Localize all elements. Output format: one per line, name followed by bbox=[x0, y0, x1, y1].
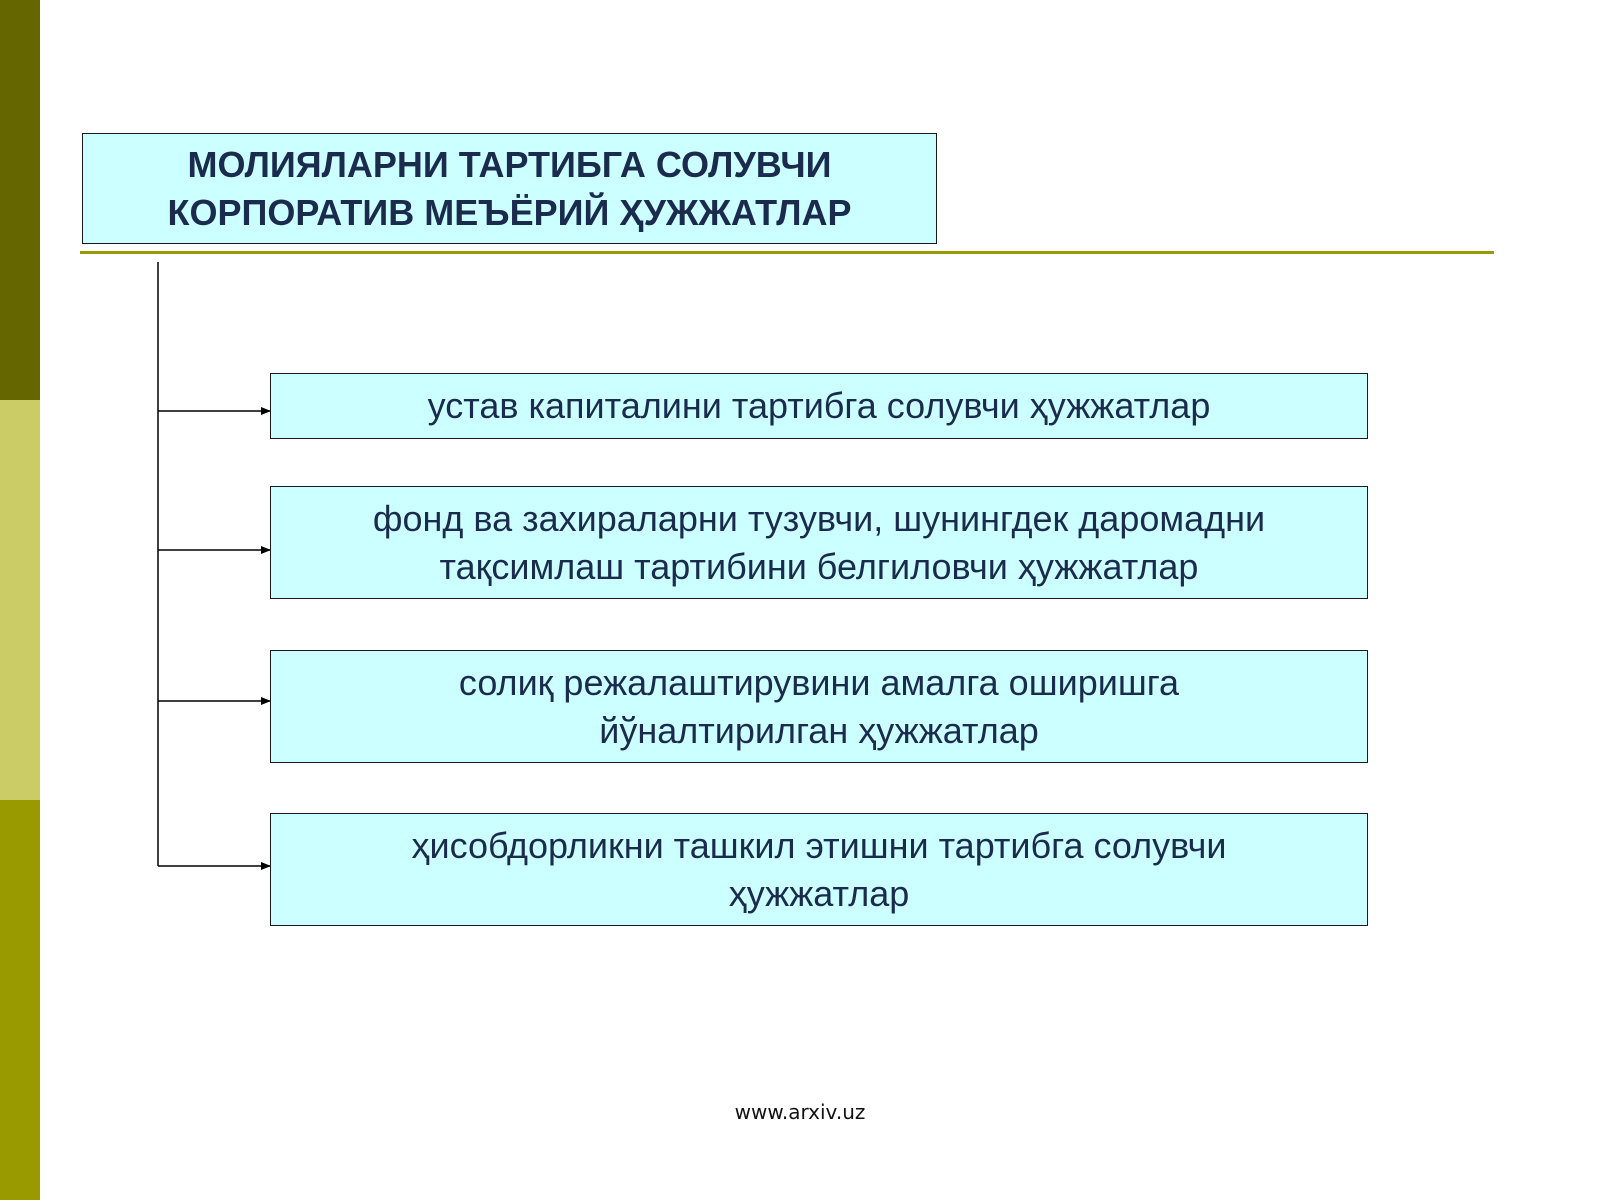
document-box-charter-capital bbox=[270, 373, 1368, 439]
diagram-title: МОЛИЯЛАРНИ ТАРТИБГА СОЛУВЧИ КОРПОРАТИВ МЕЪЁРИЙ ҲУЖЖАТЛАР bbox=[167, 143, 852, 233]
document-box-funds-reserves bbox=[270, 486, 1368, 599]
document-label: устав капиталини тартибга солувчи ҳужжатлар bbox=[427, 385, 1211, 426]
document-label: ҳисобдорликни ташкил этишни тартибга солувчи ҳужжатлар bbox=[411, 824, 1227, 914]
document-box-reporting bbox=[270, 813, 1368, 926]
document-label: солиқ режалаштирувини амалга оширишга йўналтирилган ҳужжатлар bbox=[458, 661, 1180, 751]
document-label: фонд ва захираларни тузувчи, шунингдек даромадни тақсимлаш тартибини белгиловчи ҳужжатлар bbox=[372, 497, 1266, 587]
document-box-tax-planning bbox=[270, 650, 1368, 763]
source-footer: www.arxiv.uz bbox=[734, 1100, 866, 1124]
